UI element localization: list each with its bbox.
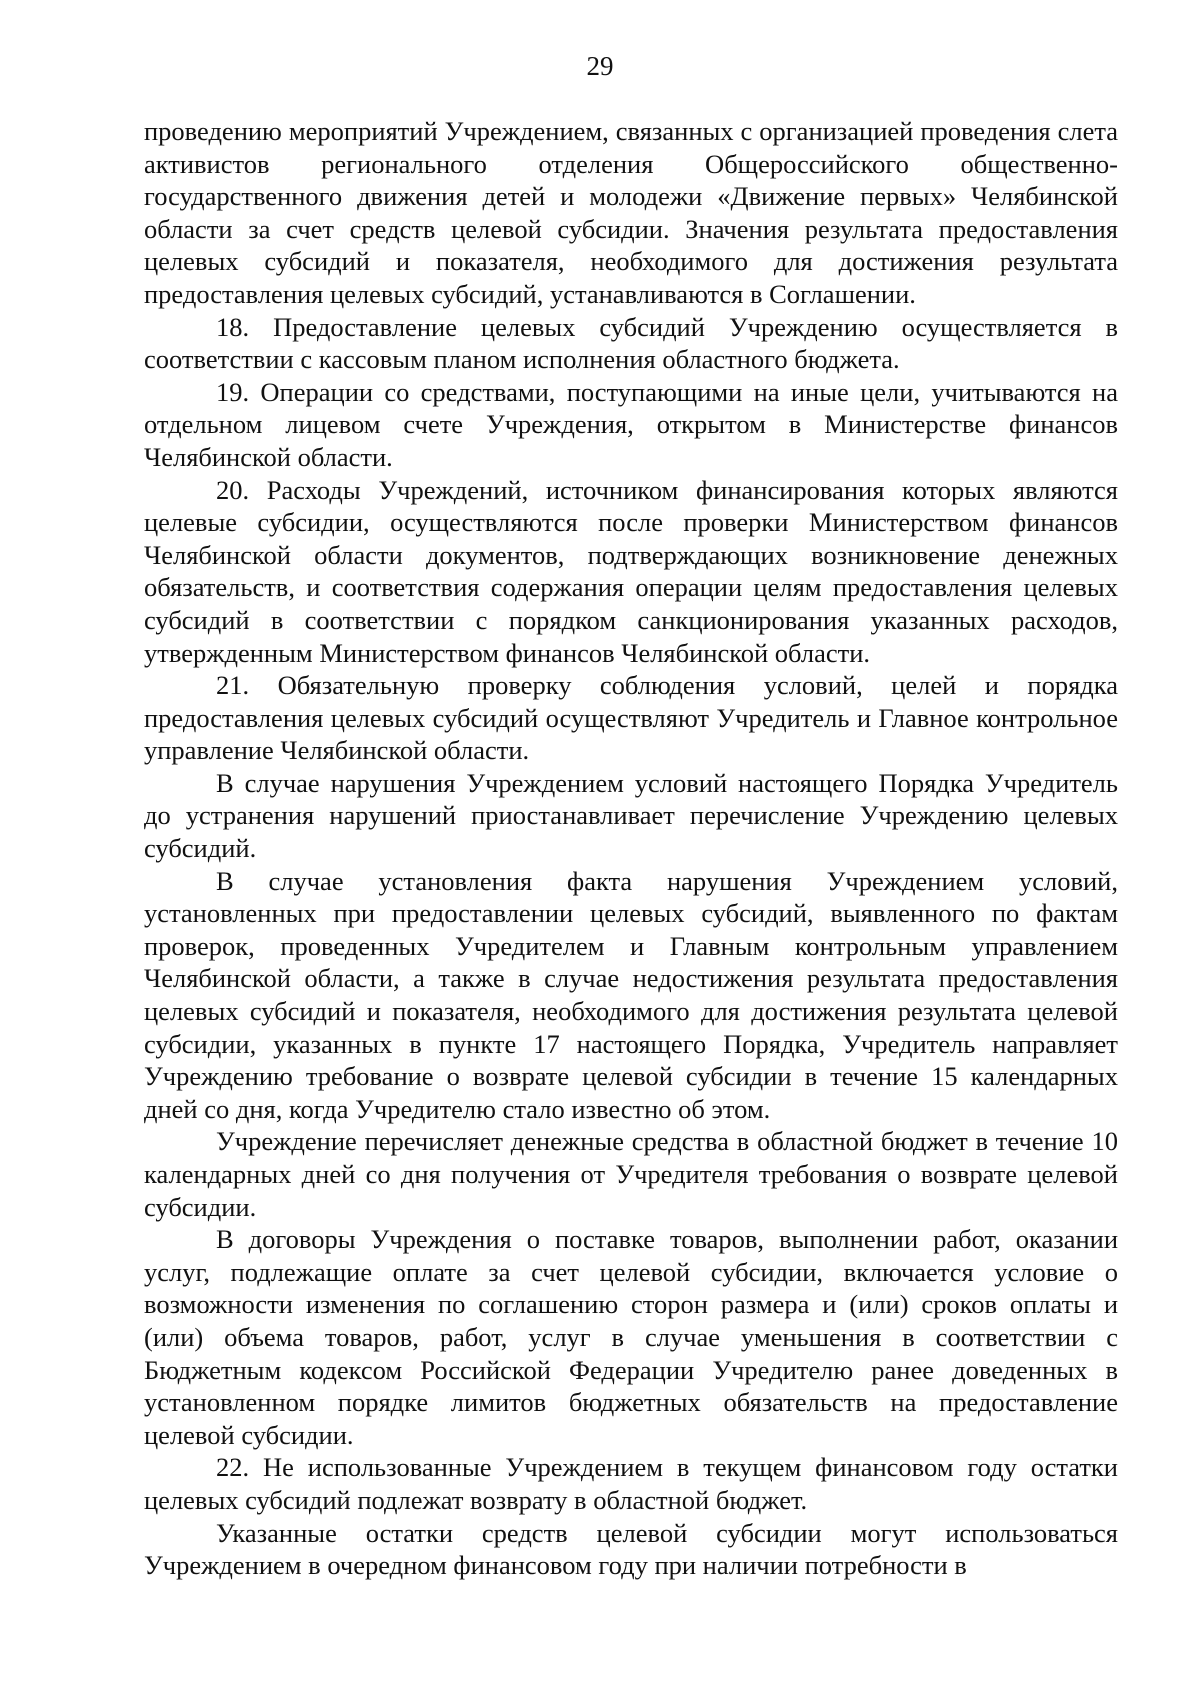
document-body <box>144 115 1118 1582</box>
paragraph-continuation: проведению мероприятий Учреждением, связанных с организацией проведения слета активистов регионального отделения Общероссийского общественно-государственного движения детей и молодежи «Движение первых» Челябинской области за счет средств целевой субсидии. Значения результата предоставления целевых субсидий и показателя, необходимого для достижения результата предоставления целевых субсидий, устанавливаются в Соглашении. <box>144 116 1118 309</box>
paragraph-remaining-funds: Указанные остатки средств целевой субсидии могут использоваться Учреждением в очередном финансовом году при наличии потребности в <box>144 1517 1118 1581</box>
paragraph-item-22: 22. Не использованные Учреждением в текущем финансовом году остатки целевых субсидий подлежат возврату в областной бюджет. <box>144 1452 1118 1515</box>
paragraph-item-18: 18. Предоставление целевых субсидий Учреждению осуществляется в соответствии с кассовым планом исполнения областного бюджета. <box>144 311 1118 375</box>
paragraph-contract-conditions: В договоры Учреждения о поставке товаров, выполнении работ, оказании услуг, подлежащие оплате за счет целевой субсидии, включается условие о возможности изменения по соглашению сторон размера и (или) сроков оплаты и (или) объема товаров, работ, услуг в случае уменьшения в соответствии с Бюджетным кодексом Российской Федерации Учредителю ранее доведенных в установленном порядке лимитов бюджетных обязательств на предоставление целевой субсидии. <box>144 1224 1118 1450</box>
paragraph-violation-return-demand: В случае установления факта нарушения Учреждением условий, установленных при предоставлении целевых субсидий, выявленного по фактам проверок, проведенных Учредителем и Главным контрольным управлением Челябинской области, а также в случае недостижения результата предоставления целевых субсидий и показателя, необходимого для достижения результата целевой субсидии, указанных в пункте 17 настоящего Порядка, Учредитель направляет Учреждению требование о возврате целевой субсидии в течение 15 календарных дней со дня, когда Учредителю стало известно об этом. <box>144 865 1118 1124</box>
paragraph-violation-suspension: В случае нарушения Учреждением условий настоящего Порядка Учредитель до устранения нарушений приостанавливает перечисление Учреждению целевых субсидий. <box>144 767 1118 864</box>
page-number: 29 <box>586 51 614 81</box>
paragraph-transfer-to-budget: Учреждение перечисляет денежные средства в областной бюджет в течение 10 календарных дней со дня получения от Учредителя требования о возврате целевой субсидии. <box>144 1126 1118 1222</box>
paragraph-item-19: 19. Операции со средствами, поступающими на иные цели, учитываются на отдельном лицевом счете Учреждения, открытом в Министерстве финансов Челябинской области. <box>144 376 1118 472</box>
paragraph-item-21: 21. Обязательную проверку соблюдения условий, целей и порядка предоставления целевых субсидий осуществляют Учредитель и Главное контрольное управление Челябинской области. <box>144 670 1118 766</box>
paragraph-item-20: 20. Расходы Учреждений, источником финансирования которых являются целевые субсидии, осуществляются после проверки Министерством финансов Челябинской области документов, подтверждающих возникновение денежных обязательств, и соответствия содержания операции целям предоставления целевых субсидий в соответствии с порядком санкционирования указанных расходов, утвержденным Министерством финансов Челябинской области. <box>144 474 1118 668</box>
